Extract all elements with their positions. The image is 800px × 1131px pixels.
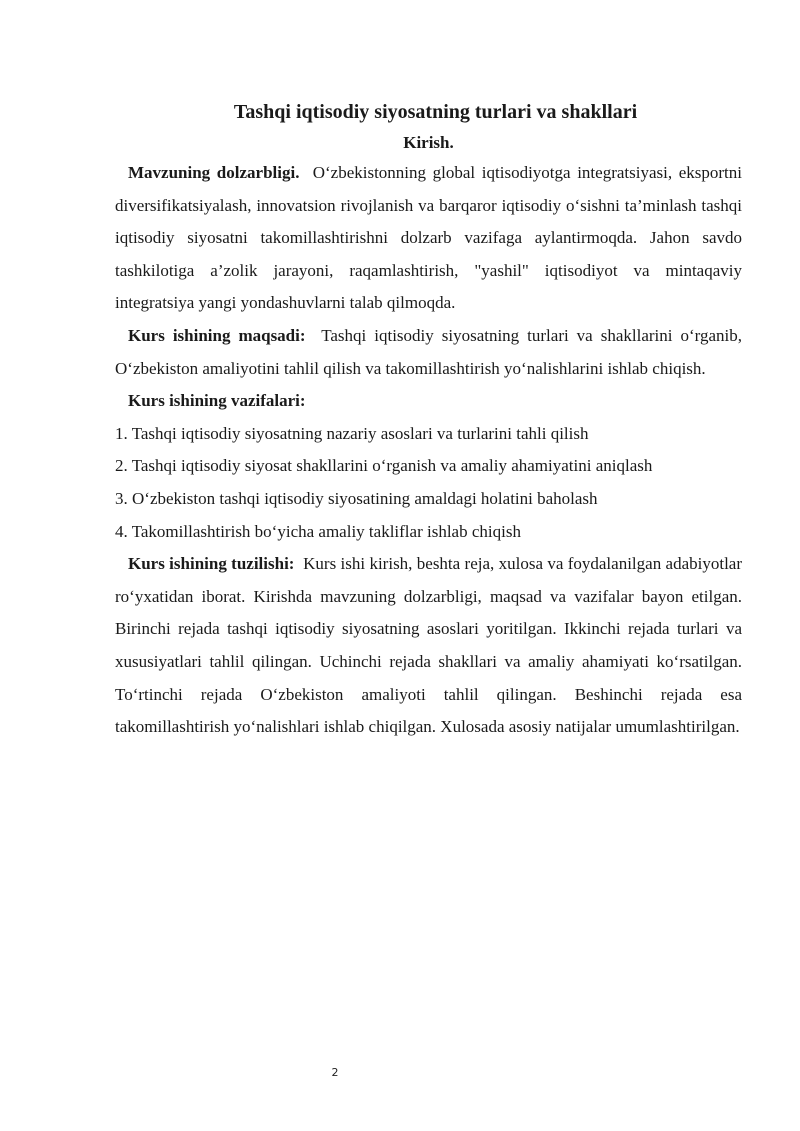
relevance-label: Mavzuning dolzarbligi. xyxy=(128,163,300,182)
document-title: Tashqi iqtisodiy siyosatning turlari va shakllari xyxy=(233,101,638,123)
goal-text: Tashqi iqtisodiy siyosatning turlari va shakllarini o‘rganib, O‘zbekiston amaliyotini tahlil qilish va takomillashtirish yo‘nalishlarini ishlab chiqish. xyxy=(115,325,742,378)
list-item: 2. Tashqi iqtisodiy siyosat shakllarini o‘rganish va amaliy ahamiyatini aniqlash xyxy=(115,456,653,476)
structure-label: Kurs ishining tuzilishi: xyxy=(128,554,295,574)
list-item: 1. Tashqi iqtisodiy siyosatning nazariy asoslari va turlarini tahli qilish xyxy=(115,423,589,443)
goal-label: Kurs ishining maqsadi: xyxy=(128,325,306,345)
tasks-label: Kurs ishining vazifalari: xyxy=(128,391,306,411)
document-page xyxy=(115,96,742,744)
page-number: 2 xyxy=(331,1066,339,1079)
structure-paragraph xyxy=(115,548,742,744)
list-item: 3. O‘zbekiston tashqi iqtisodiy siyosatining amaldagi holatini baholash xyxy=(115,488,598,508)
relevance-text: O‘zbekistonning global iqtisodiyotga integratsiyasi, eksportni diversifikatsiyalash, innovatsion rivojlanish va barqaror iqtisodiy o‘sishni ta’minlash tashqi iqtisodiy siyosatni takomillashtirishni dolzarb vazifaga aylantirmoqda. Jahon savdo tashkilotiga a’zolik jarayoni, raqamlashtirish, "yashil" iqtisodiyot va mintaqaviy integratsiya yangi yondashuvlarni talab qilmoqda. xyxy=(115,163,742,313)
tasks-list xyxy=(115,418,742,548)
goal-paragraph xyxy=(115,320,742,385)
section-heading-introduction: Kirish. xyxy=(403,133,454,152)
relevance-paragraph xyxy=(115,157,742,320)
list-item: 4. Takomillashtirish bo‘yicha amaliy takliflar ishlab chiqish xyxy=(115,521,521,541)
structure-text: Kurs ishi kirish, beshta reja, xulosa va foydalanilgan adabiyotlar ro‘yxatidan iborat. Kirishda mavzuning dolzarbligi, maqsad va vazifalar bayon etilgan. Birinchi rejada tashqi iqtisodiy siyosatning asoslari yoritilgan. Ikkinchi rejada turlari va xususiyatlari tahlil qilingan. Uchinchi rejada shakllari va amaliy ahamiyati ko‘rsatilgan. To‘rtinchi rejada O‘zbekiston amaliyoti tahlil qilingan. Beshinchi rejada esa takomillashtirish yo‘nalishlari ishlab chiqilgan. Xulosada asosiy natijalar umumlashtirilgan. xyxy=(115,554,743,737)
